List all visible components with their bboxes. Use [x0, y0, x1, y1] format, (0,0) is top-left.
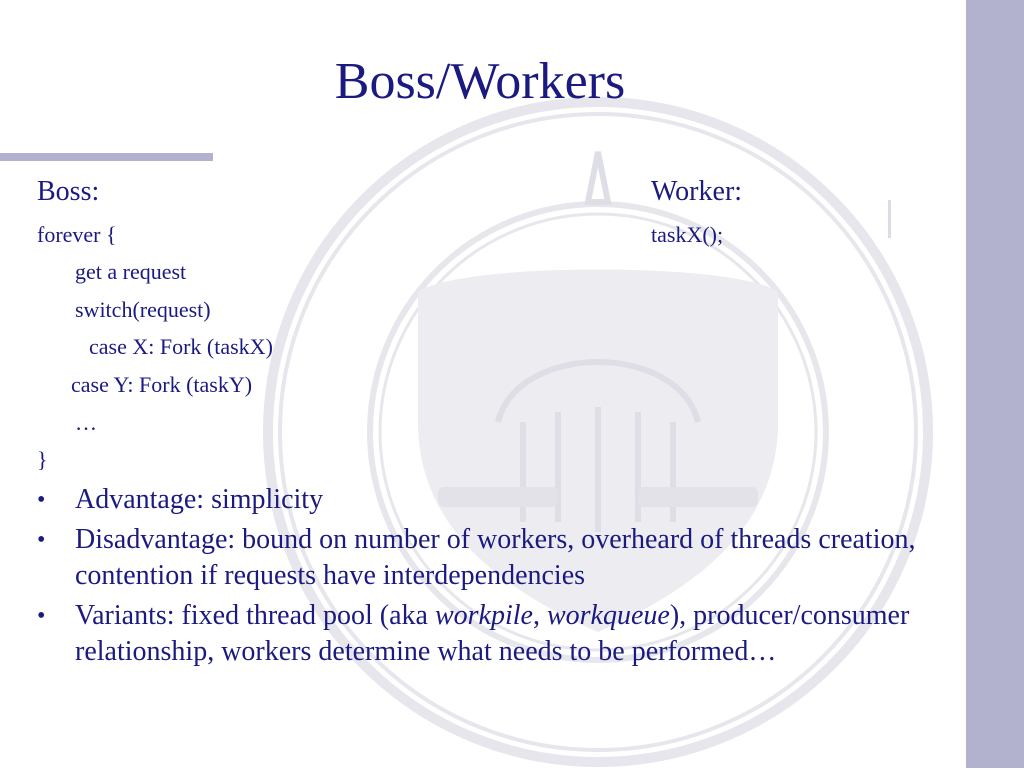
slide-title: Boss/Workers	[334, 53, 626, 110]
boss-code-line: switch(request)	[75, 297, 211, 322]
decorative-divider	[888, 200, 891, 238]
bullet-dot-icon: •	[37, 527, 46, 553]
boss-heading: Boss:	[37, 176, 100, 207]
boss-code-line: case X: Fork (taskX)	[89, 334, 273, 359]
bullet-dot-icon: •	[37, 603, 46, 629]
bullet-text-separator: ,	[532, 600, 547, 631]
right-accent-bar	[966, 0, 1024, 768]
bullet-item-disadvantage	[37, 522, 967, 594]
bullet-dot-icon: •	[37, 487, 46, 513]
bullet-emphasis-workpile: workpile	[434, 600, 533, 631]
boss-code-line: }	[37, 447, 48, 472]
title-underline-bar	[0, 153, 213, 161]
worker-heading: Worker:	[651, 176, 743, 207]
bullet-item-advantage	[37, 482, 967, 518]
boss-code-line: …	[75, 410, 97, 435]
bullet-item-variants	[37, 598, 967, 670]
worker-code-line: taskX();	[651, 222, 724, 247]
bullet-text: Disadvantage: bound on number of workers, overheard of threads creation, contention if requests have interdependencies	[75, 524, 916, 591]
boss-code-line: case Y: Fork (taskY)	[71, 372, 253, 397]
boss-code-line: get a request	[75, 259, 187, 284]
bullet-text-suffix: ), producer/consumer relationship, workers determine what needs to be performed…	[75, 600, 910, 667]
bullet-text: Advantage: simplicity	[75, 484, 324, 515]
bullet-list	[37, 482, 967, 674]
boss-code-line: forever {	[37, 222, 117, 247]
bullet-text-prefix: Variants: fixed thread pool (aka	[75, 600, 435, 631]
bullet-emphasis-workqueue: workqueue	[546, 600, 670, 631]
